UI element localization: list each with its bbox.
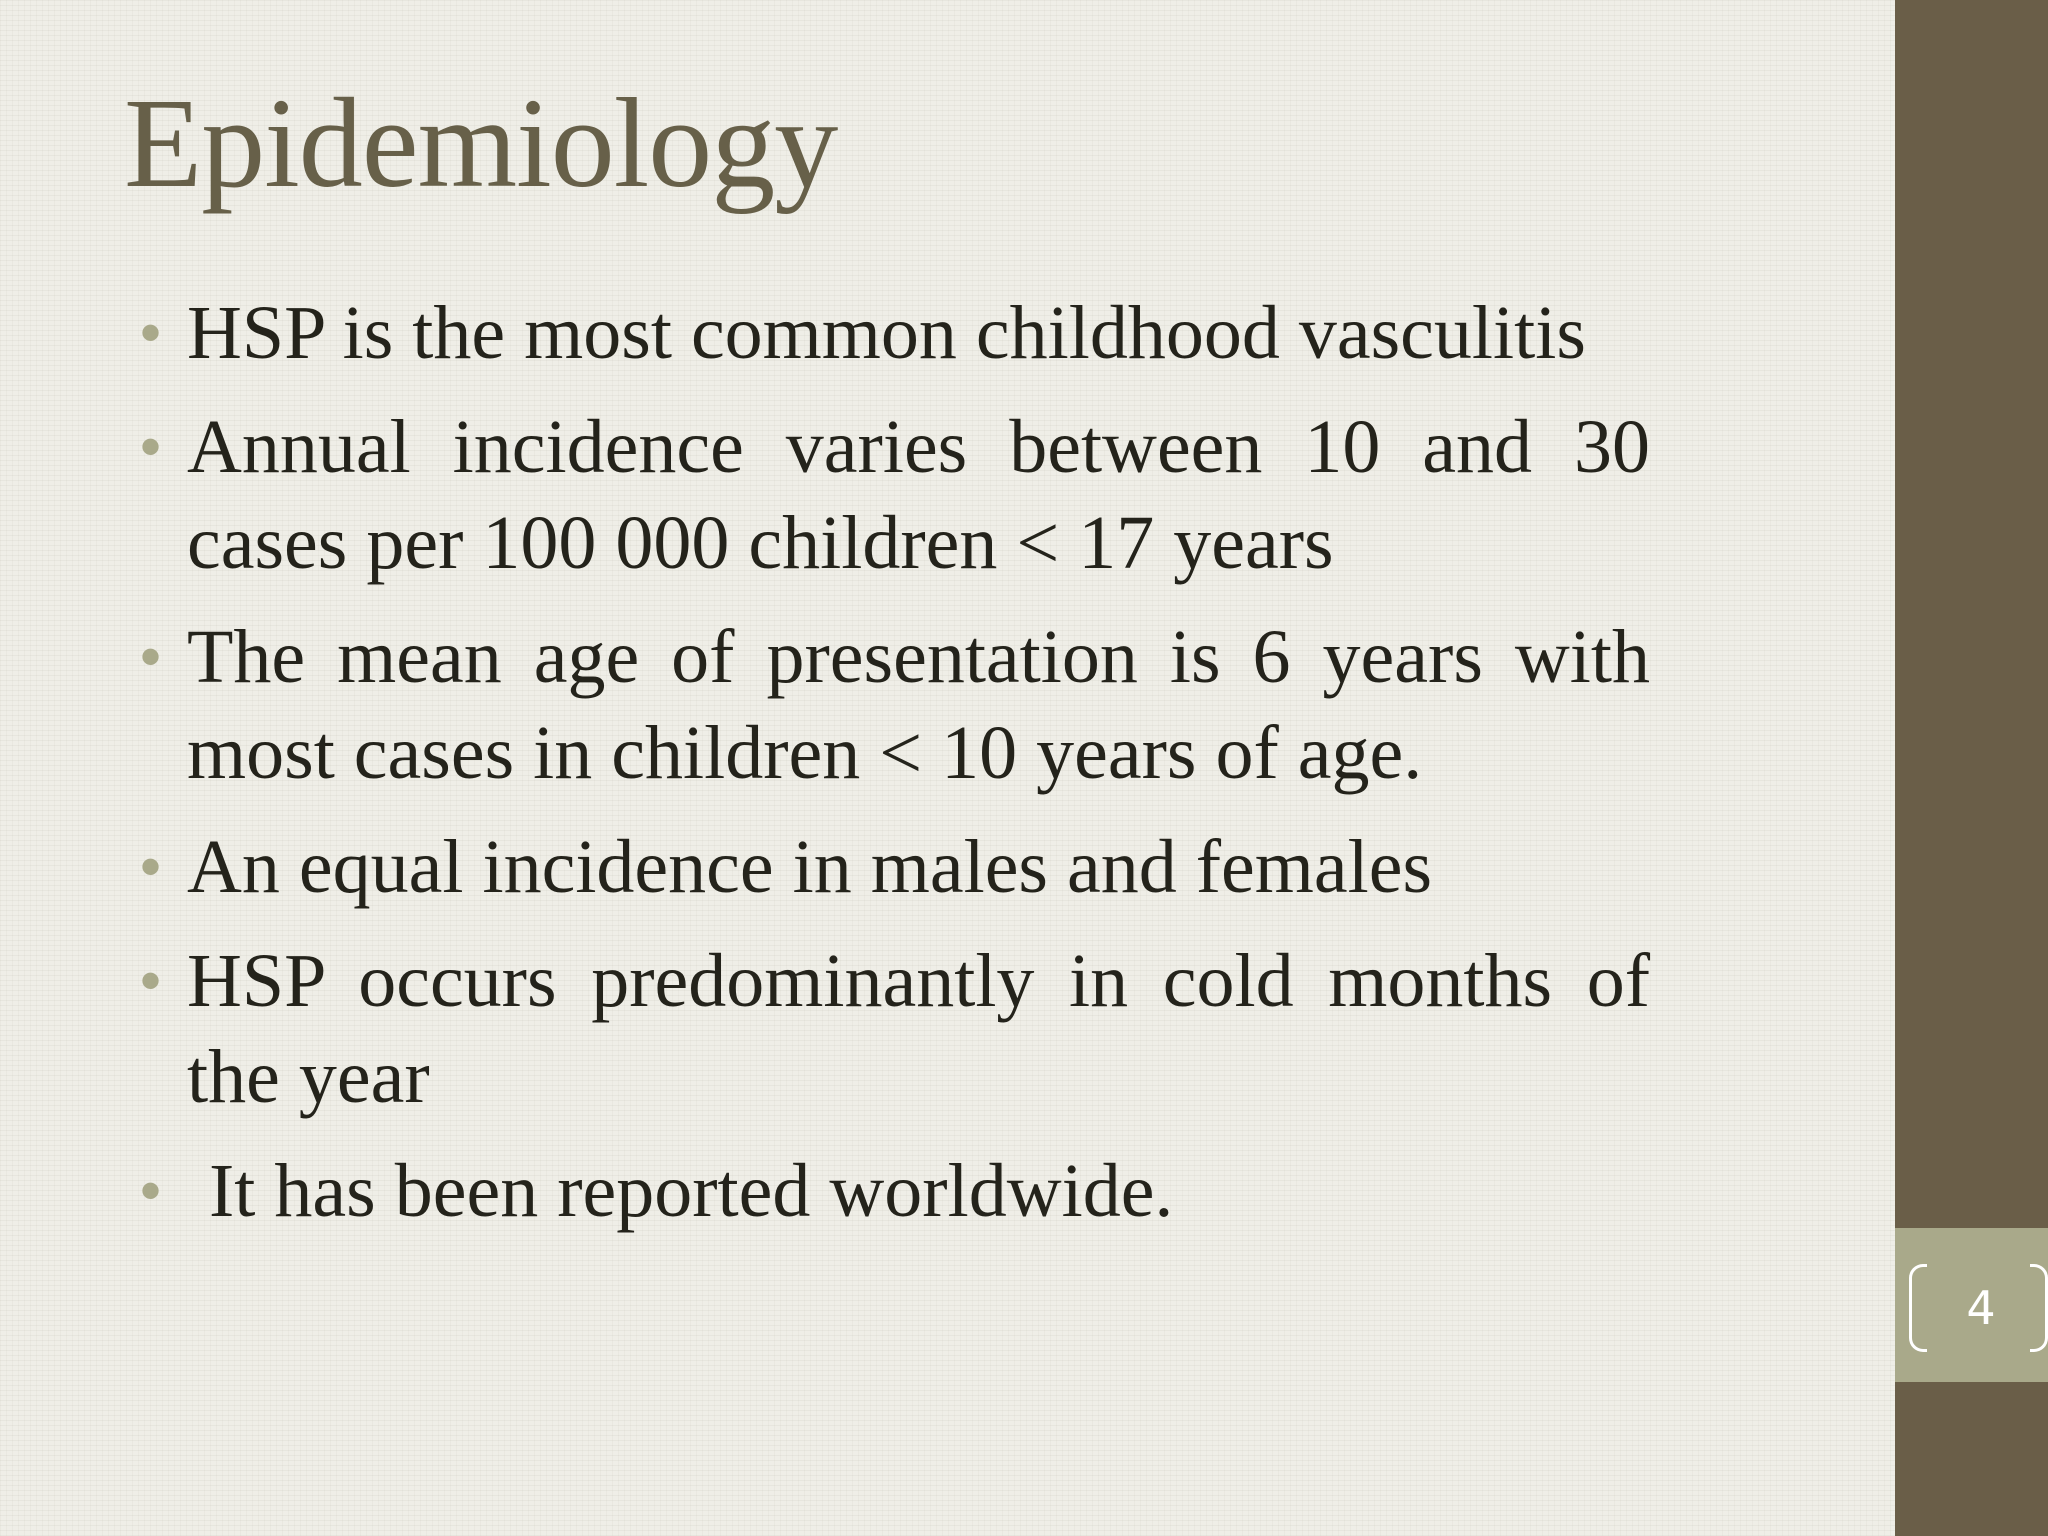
bullet-list	[130, 285, 1650, 1257]
bullet-marker-icon: •	[140, 299, 162, 366]
bullet-marker-icon: •	[140, 833, 162, 900]
bullet-item	[130, 609, 1650, 801]
bullet-text: HSP occurs predominantly in cold months of the year	[187, 939, 1650, 1119]
bullet-item	[130, 933, 1650, 1125]
bullet-marker-icon: •	[140, 413, 162, 480]
page-number: 4	[1966, 1281, 1996, 1335]
bullet-item	[130, 399, 1650, 591]
slide-title: Epidemiology	[124, 72, 838, 214]
right-bracket-icon	[2030, 1264, 2048, 1352]
bullet-text: HSP is the most common childhood vasculitis	[187, 291, 1586, 375]
bullet-text: The mean age of presentation is 6 years with most cases in children < 10 years of age.	[187, 615, 1650, 795]
bullet-marker-icon: •	[140, 623, 162, 690]
bullet-item	[130, 1143, 1650, 1239]
bullet-marker-icon: •	[140, 947, 162, 1014]
bullet-text: It has been reported worldwide.	[209, 1149, 1174, 1233]
bullet-item	[130, 285, 1650, 381]
left-bracket-icon	[1909, 1264, 1927, 1352]
bullet-marker-icon: •	[140, 1157, 162, 1224]
bullet-text: An equal incidence in males and females	[187, 825, 1433, 909]
bullet-text: Annual incidence varies between 10 and 30 cases per 100 000 children < 17 years	[187, 405, 1650, 585]
page-number-tab	[1895, 1228, 2048, 1382]
bullet-item	[130, 819, 1650, 915]
